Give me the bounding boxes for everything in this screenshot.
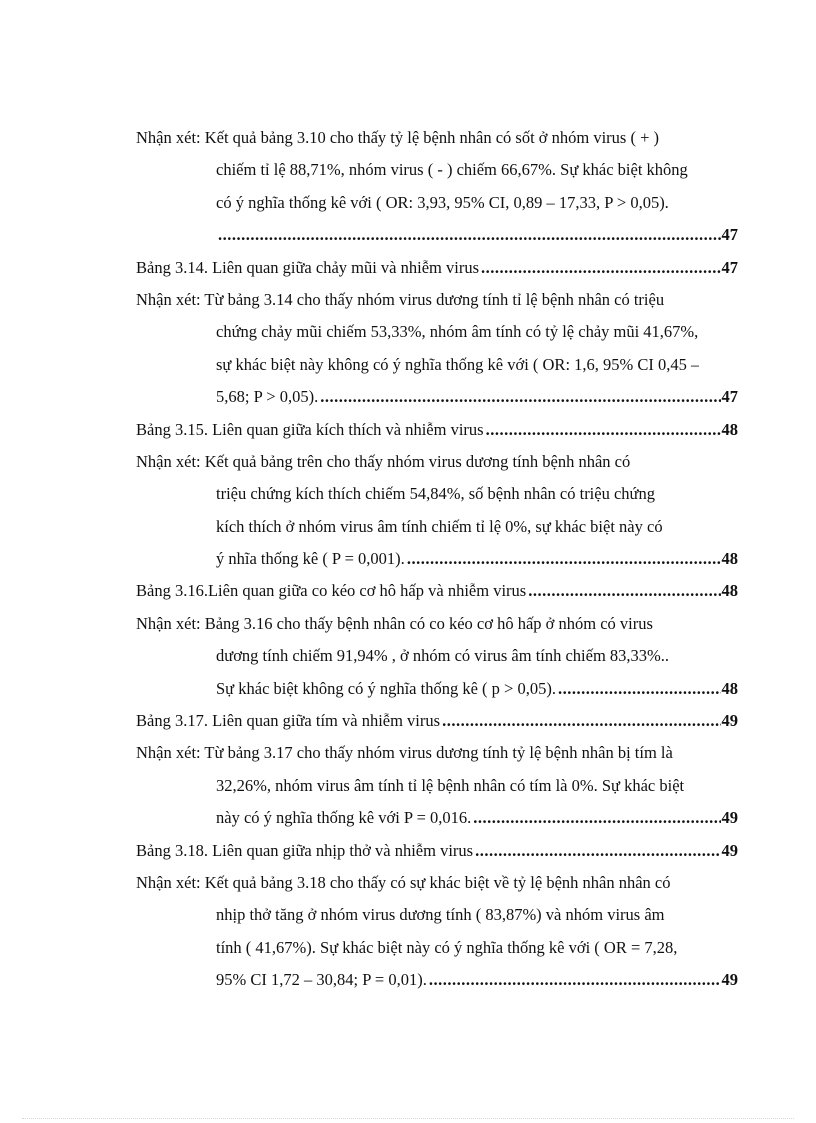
note-entry-line[interactable] — [0, 808, 738, 840]
entry-text: dương tính chiếm 91,94% , ở nhóm có virus âm tính chiếm 83,33%.. — [216, 646, 670, 666]
entry-text: Sự khác biệt không có ý nghĩa thống kê ( p > 0,05). — [216, 678, 556, 698]
note-entry-line — [0, 128, 738, 160]
entry-text: 5,68; P > 0,05). — [216, 387, 319, 407]
entry-text: Nhận xét: Từ bảng 3.17 cho thấy nhóm virus dương tính tỷ lệ bệnh nhân bị tím là — [136, 743, 673, 763]
page-number: 49 — [721, 711, 738, 731]
page-divider — [22, 1118, 794, 1119]
note-entry-line — [0, 743, 738, 775]
entry-text: Bảng 3.15. Liên quan giữa kích thích và nhiễm virus — [136, 419, 484, 439]
note-entry-line[interactable] — [0, 970, 738, 1002]
note-entry-line — [0, 452, 738, 484]
note-entry-line — [0, 873, 738, 905]
note-entry-line[interactable] — [0, 225, 738, 257]
note-entry-line — [0, 355, 738, 387]
dot-leader — [473, 808, 720, 828]
note-entry-line — [0, 322, 738, 354]
dot-leader — [475, 841, 720, 861]
entry-text: chứng chảy mũi chiếm 53,33%, nhóm âm tính có tỷ lệ chảy mũi 41,67%, — [216, 322, 699, 342]
entry-text: triệu chứng kích thích chiếm 54,84%, số bệnh nhân có triệu chứng — [216, 484, 655, 504]
page-number: 49 — [721, 970, 738, 990]
note-entry-line[interactable] — [0, 679, 738, 711]
note-entry-line — [0, 290, 738, 322]
entry-text: Nhận xét: Từ bảng 3.14 cho thấy nhóm virus dương tính tỉ lệ bệnh nhân có triệu — [136, 289, 665, 309]
entry-text: Nhận xét: Kết quả bảng 3.10 cho thấy tỷ lệ bệnh nhân có sốt ở nhóm virus ( + ) — [136, 128, 660, 147]
page-number: 48 — [721, 678, 738, 698]
dot-leader — [218, 225, 721, 245]
page-number: 47 — [721, 387, 738, 407]
dot-leader — [528, 581, 720, 601]
dot-leader — [481, 258, 721, 278]
note-entry-line — [0, 614, 738, 646]
page-number: 47 — [721, 257, 738, 277]
note-entry-line — [0, 776, 738, 808]
entry-text: có ý nghĩa thống kê với ( OR: 3,93, 95% CI, 0,89 – 17,33, P > 0,05). — [216, 192, 669, 212]
page-number: 47 — [721, 225, 738, 245]
dot-leader — [486, 420, 721, 440]
dot-leader — [429, 970, 721, 990]
entry-text: 95% CI 1,72 – 30,84; P = 0,01). — [216, 970, 427, 990]
entry-text: Bảng 3.18. Liên quan giữa nhịp thở và nhiễm virus — [136, 840, 474, 860]
entry-text: Bảng 3.17. Liên quan giữa tím và nhiễm virus — [136, 711, 441, 731]
entry-text: Nhận xét: Kết quả bảng trên cho thấy nhóm virus dương tính bệnh nhân có — [136, 451, 631, 471]
entry-text: tính ( 41,67%). Sự khác biệt này có ý nghĩa thống kê với ( OR = 7,28, — [216, 937, 678, 957]
note-entry-line — [0, 484, 738, 516]
note-entry-line[interactable] — [0, 549, 738, 581]
note-entry-line — [0, 160, 738, 192]
page-number: 49 — [721, 840, 738, 860]
dot-leader — [558, 679, 721, 699]
entry-text: Bảng 3.16.Liên quan giữa co kéo cơ hô hấp và nhiễm virus — [136, 581, 527, 601]
table-entry-line[interactable] — [0, 581, 738, 613]
table-of-contents — [0, 128, 816, 1003]
page-number: 49 — [721, 808, 738, 828]
entry-text: Nhận xét: Bảng 3.16 cho thấy bệnh nhân có co kéo cơ hô hấp ở nhóm có virus — [136, 613, 653, 633]
note-entry-line — [0, 646, 738, 678]
page-number: 48 — [721, 581, 738, 601]
table-entry-line[interactable] — [0, 258, 738, 290]
entry-text: này có ý nghĩa thống kê với P = 0,016. — [216, 808, 472, 828]
dot-leader — [407, 549, 721, 569]
entry-text: nhịp thở tăng ở nhóm virus dương tính ( 83,87%) và nhóm virus âm — [216, 905, 665, 925]
entry-text: ý nhĩa thống kê ( P = 0,001). — [216, 549, 405, 569]
note-entry-line — [0, 517, 738, 549]
entry-text: chiếm tỉ lệ 88,71%, nhóm virus ( - ) chiếm 66,67%. Sự khác biệt không — [216, 160, 688, 180]
dot-leader — [320, 387, 720, 407]
note-entry-line[interactable] — [0, 387, 738, 419]
page-number: 48 — [721, 549, 738, 569]
note-entry-line — [0, 905, 738, 937]
entry-text: Bảng 3.14. Liên quan giữa chảy mũi và nhiễm virus — [136, 257, 479, 277]
table-entry-line[interactable] — [0, 711, 738, 743]
entry-text: 32,26%, nhóm virus âm tính tỉ lệ bệnh nhân có tím là 0%. Sự khác biệt — [216, 775, 685, 795]
dot-leader — [442, 711, 720, 731]
entry-text: kích thích ở nhóm virus âm tính chiếm tỉ lệ 0%, sự khác biệt này có — [216, 516, 663, 536]
note-entry-line — [0, 938, 738, 970]
table-entry-line[interactable] — [0, 420, 738, 452]
entry-text: sự khác biệt này không có ý nghĩa thống kê với ( OR: 1,6, 95% CI 0,45 – — [216, 354, 700, 374]
table-entry-line[interactable] — [0, 841, 738, 873]
note-entry-line — [0, 193, 738, 225]
entry-text: Nhận xét: Kết quả bảng 3.18 cho thấy có sự khác biệt về tỷ lệ bệnh nhân nhân có — [136, 872, 671, 892]
page-number: 48 — [721, 419, 738, 439]
